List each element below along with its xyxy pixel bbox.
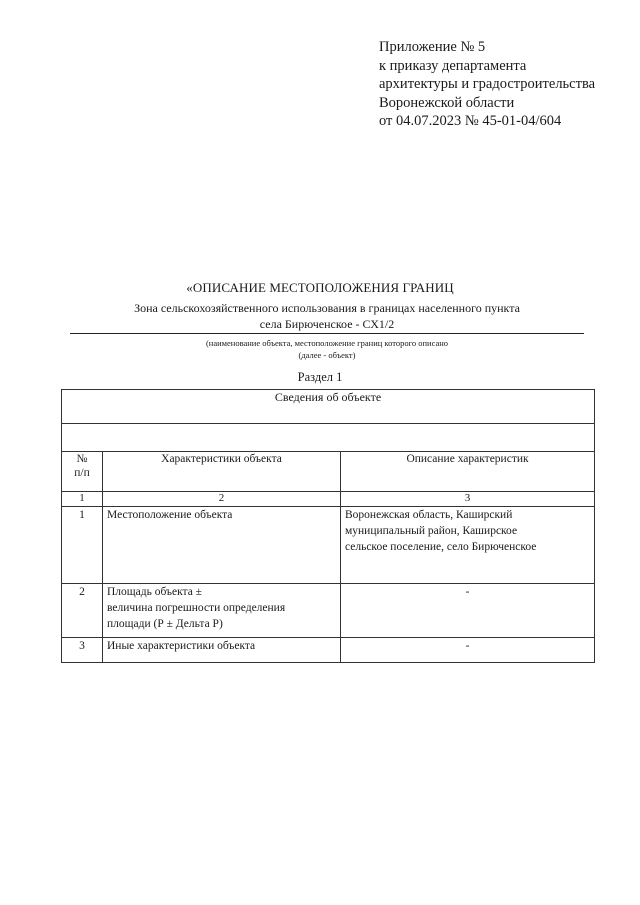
row-number: 1 xyxy=(62,507,103,584)
object-name-line: Зона сельскохозяйственного использования в границах населенного пункта xyxy=(134,301,520,315)
table-caption-row xyxy=(62,390,595,424)
cell-line: Воронежская область, Каширский xyxy=(345,509,513,521)
object-name-note xyxy=(70,337,584,361)
table-row xyxy=(62,584,595,638)
column-header-description: Описание характеристик xyxy=(341,452,595,492)
column-header-number xyxy=(62,452,103,492)
row-number: 3 xyxy=(62,638,103,663)
empty-cell xyxy=(62,424,595,452)
appendix-line: Воронежской области xyxy=(379,94,515,111)
header-line: п/п xyxy=(74,467,90,479)
column-number: 1 xyxy=(62,492,103,507)
underline-divider xyxy=(70,333,584,334)
note-line: (наименование объекта, местоположение границ которого описано xyxy=(205,338,449,348)
section-heading: Раздел 1 xyxy=(297,370,343,384)
cell-line: - xyxy=(465,640,470,652)
row-characteristic xyxy=(103,507,341,584)
appendix-block xyxy=(379,38,595,131)
document-title: «ОПИСАНИЕ МЕСТОПОЛОЖЕНИЯ ГРАНИЦ xyxy=(186,280,454,295)
table-header-row xyxy=(62,452,595,492)
column-number-row xyxy=(62,492,595,507)
row-description xyxy=(341,638,595,663)
row-characteristic xyxy=(103,584,341,638)
row-number: 2 xyxy=(62,584,103,638)
table-empty-row xyxy=(62,424,595,452)
object-info-table xyxy=(61,389,595,663)
cell-line: Иные характеристики объекта xyxy=(107,640,256,652)
row-description xyxy=(341,507,595,584)
column-number: 3 xyxy=(341,492,595,507)
cell-line: сельское поселение, село Бирюченское xyxy=(345,541,537,553)
table-row xyxy=(62,507,595,584)
cell-line: Местоположение объекта xyxy=(107,509,233,521)
row-characteristic xyxy=(103,638,341,663)
appendix-line: от 04.07.2023 № 45-01-04/604 xyxy=(379,113,562,129)
note-line: (далее - объект) xyxy=(298,350,356,360)
appendix-line: архитектуры и градостроительства xyxy=(379,76,596,92)
column-header-characteristic: Характеристики объекта xyxy=(103,452,341,492)
cell-line: - xyxy=(465,586,470,598)
cell-line: Площадь объекта ± xyxy=(107,586,202,598)
column-number: 2 xyxy=(103,492,341,507)
table-row xyxy=(62,638,595,663)
appendix-line: Приложение № 5 xyxy=(379,39,486,55)
cell-line: величина погрешности определения xyxy=(107,602,286,614)
object-name-line: села Бирюченское - СХ1/2 xyxy=(259,317,395,331)
object-name xyxy=(70,300,584,332)
header-line: № xyxy=(76,453,88,465)
cell-line: муниципальный район, Каширское xyxy=(345,525,518,537)
row-description xyxy=(341,584,595,638)
cell-line: площади (Р ± Дельта Р) xyxy=(107,618,223,630)
table-caption: Сведения об объекте xyxy=(62,390,595,424)
appendix-line: к приказу департамента xyxy=(379,57,527,74)
